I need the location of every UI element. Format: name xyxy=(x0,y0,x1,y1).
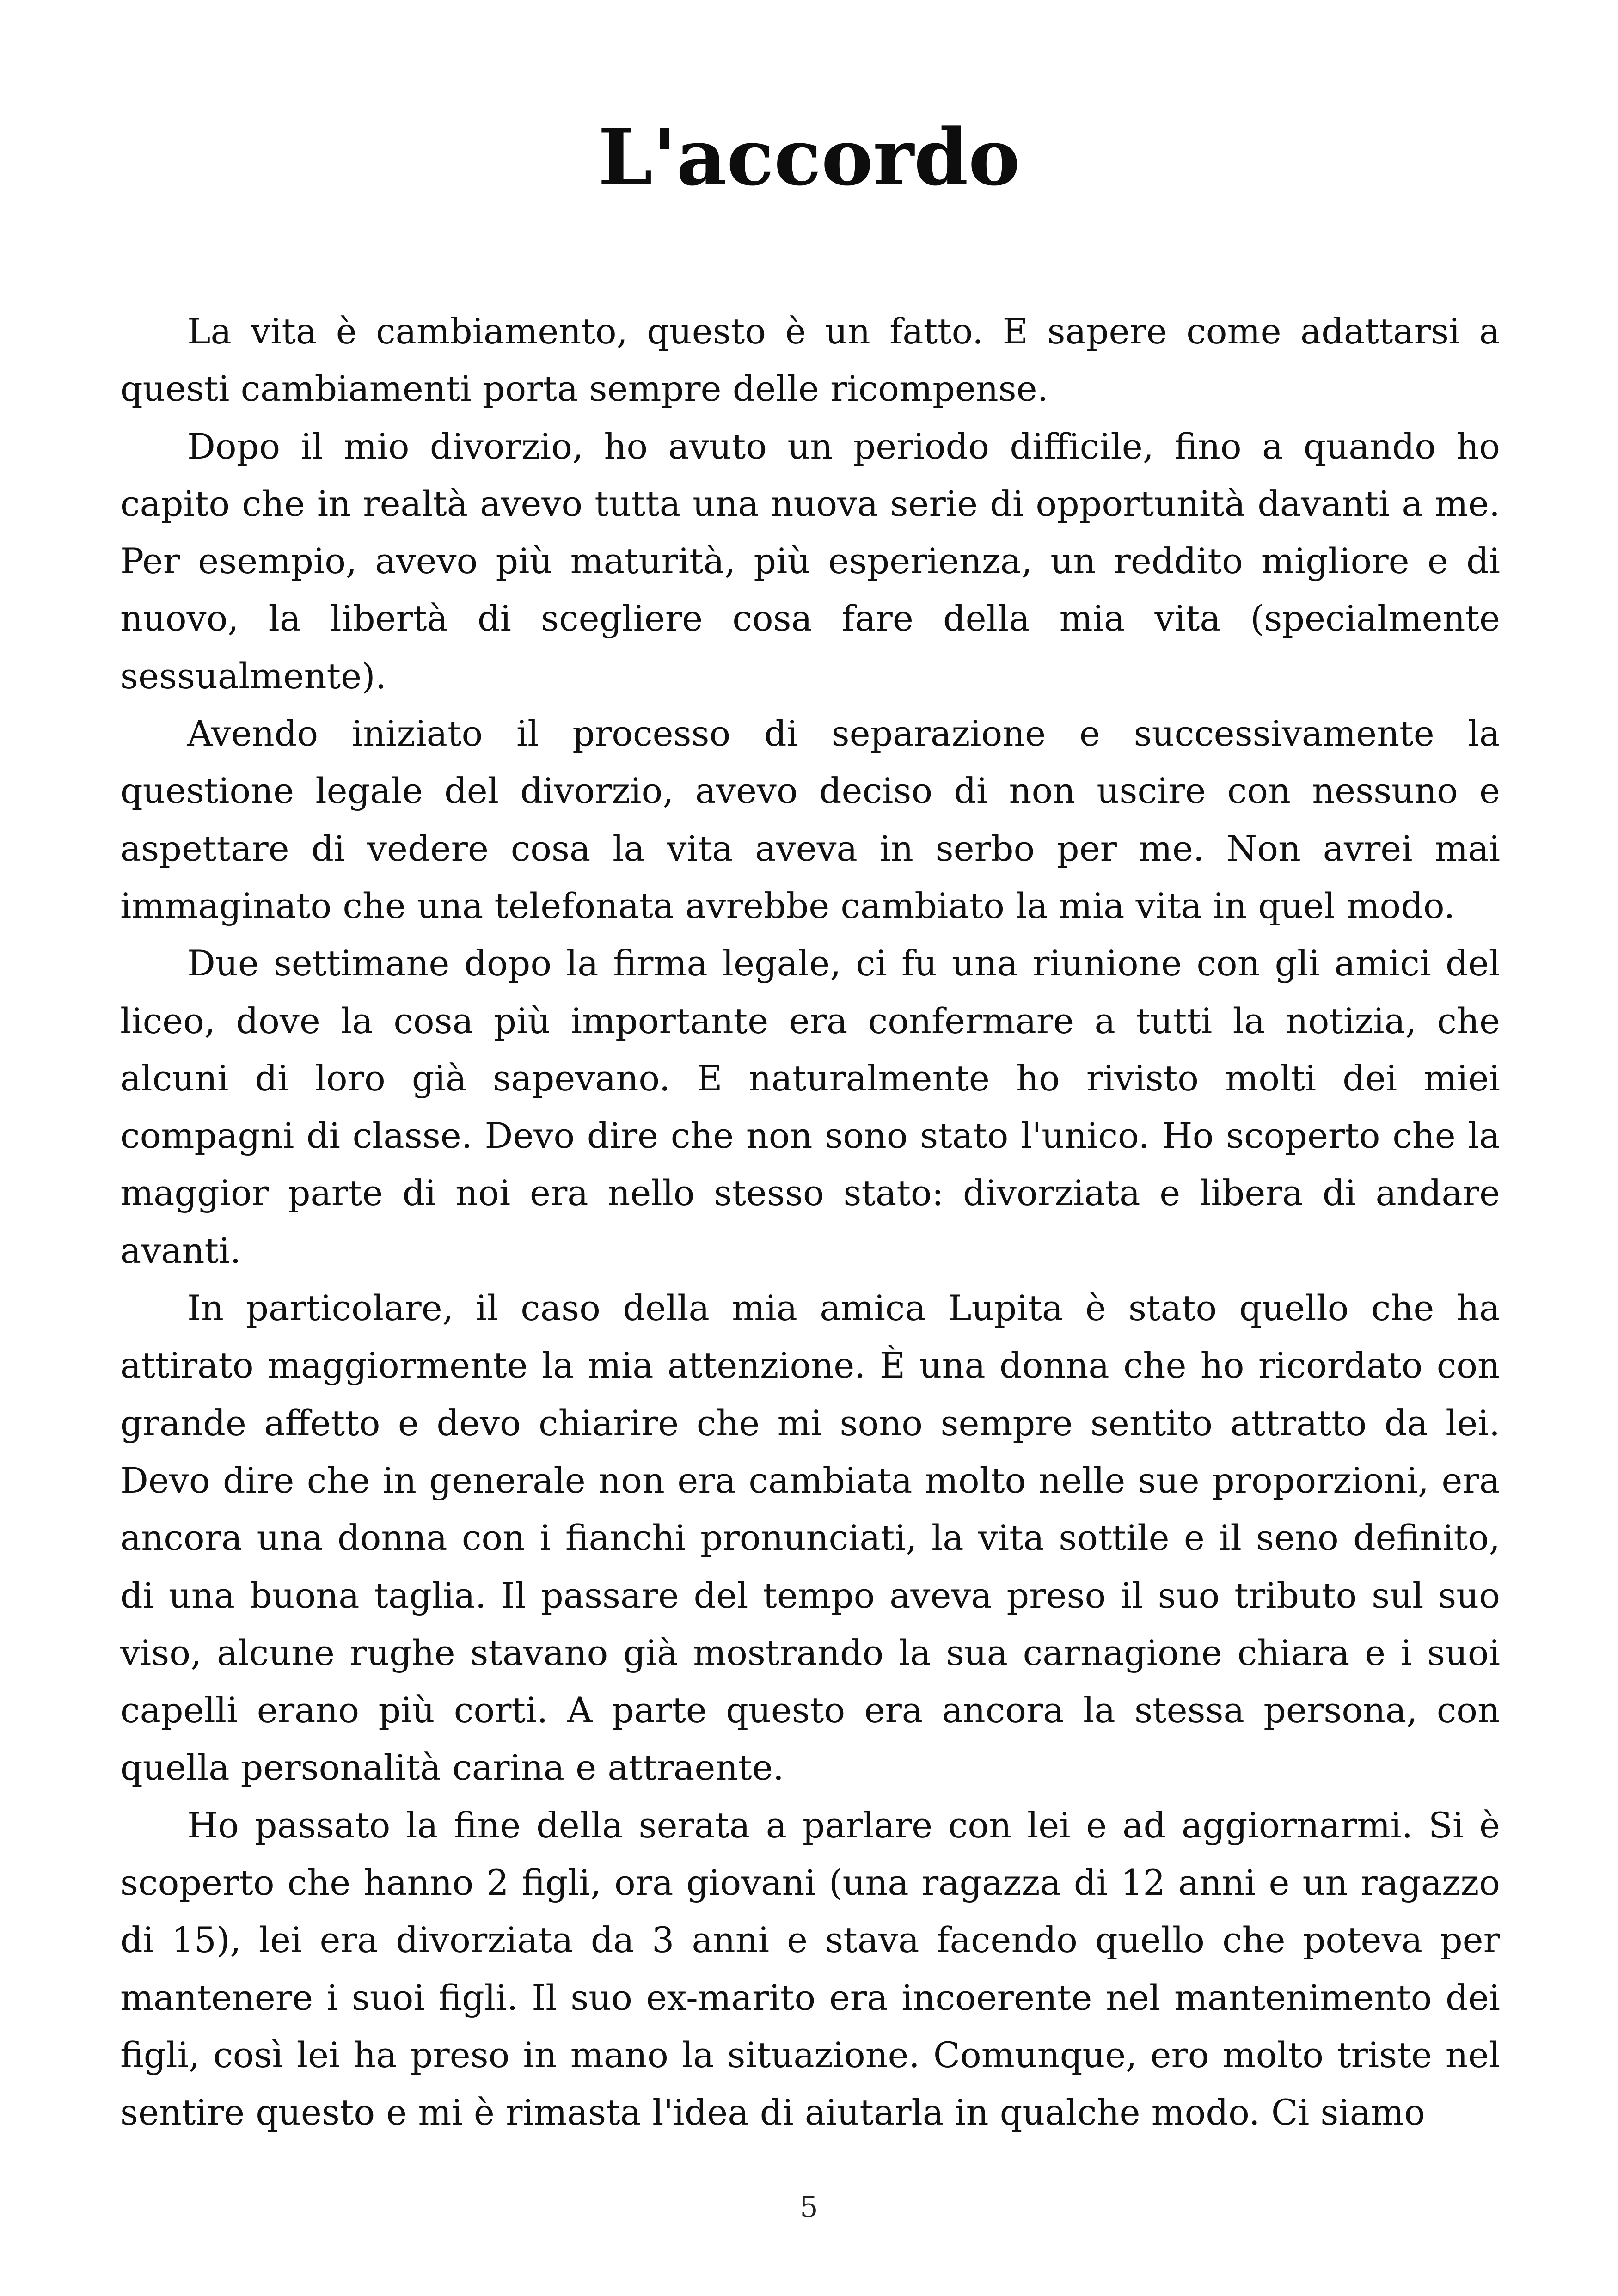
body-text xyxy=(120,303,1500,2142)
page-number: 5 xyxy=(800,2190,818,2224)
paragraph: Ho passato la fine della serata a parlare con lei e ad aggiornarmi. Si è scoperto che hanno 2 figli, ora giovani (una ragazza di 12 anni e un ragazzo di 15), lei era divorziata da 3 anni e stava facendo quello che poteva per mantenere i suoi figli. Il suo ex-marito era incoerente nel mantenimento dei figli, così lei ha preso in mano la situazione. Comunque, ero molto triste nel sentire questo e mi è rimasta l'idea di aiutarla in qualche modo. Ci siamo xyxy=(120,1804,1500,2133)
paragraph: Dopo il mio divorzio, ho avuto un periodo difficile, fino a quando ho capito che in realtà avevo tutta una nuova serie di opportunità davanti a me. Per esempio, avevo più maturità, più esperienza, un reddito migliore e di nuovo, la libertà di scegliere cosa fare della mia vita (specialmente sessualmente). xyxy=(120,425,1500,697)
paragraph: In particolare, il caso della mia amica Lupita è stato quello che ha attirato maggiormente la mia attenzione. È una donna che ho ricordato con grande affetto e devo chiarire che mi sono sempre sentito attratto da lei. Devo dire che in generale non era cambiata molto nelle sue proporzioni, era ancora una donna con i fianchi pronunciati, la vita sottile e il seno definito, di una buona taglia. Il passare del tempo aveva preso il suo tributo sul suo viso, alcune rughe stavano già mostrando la sua carnagione chiara e i suoi capelli erano più corti. A parte questo era ancora la stessa persona, con quella personalità carina e attraente. xyxy=(120,1287,1500,1788)
chapter-title: L'accordo xyxy=(598,111,1020,203)
paragraph: Avendo iniziato il processo di separazione e successivamente la questione legale del divorzio, avevo deciso di non uscire con nessuno e aspettare di vedere cosa la vita aveva in serbo per me. Non avrei mai immaginato che una telefonata avrebbe cambiato la mia vita in quel modo. xyxy=(120,713,1500,926)
paragraph: La vita è cambiamento, questo è un fatto. E sapere come adattarsi a questi cambiamenti porta sempre delle ricompense. xyxy=(120,311,1500,410)
paragraph: Due settimane dopo la firma legale, ci fu una riunione con gli amici del liceo, dove la cosa più importante era confermare a tutti la notizia, che alcuni di loro già sapevano. E naturalmente ho rivisto molti dei miei compagni di classe. Devo dire che non sono stato l'unico. Ho scoperto che la maggior parte di noi era nello stesso stato: divorziata e libera di andare avanti. xyxy=(120,943,1500,1271)
